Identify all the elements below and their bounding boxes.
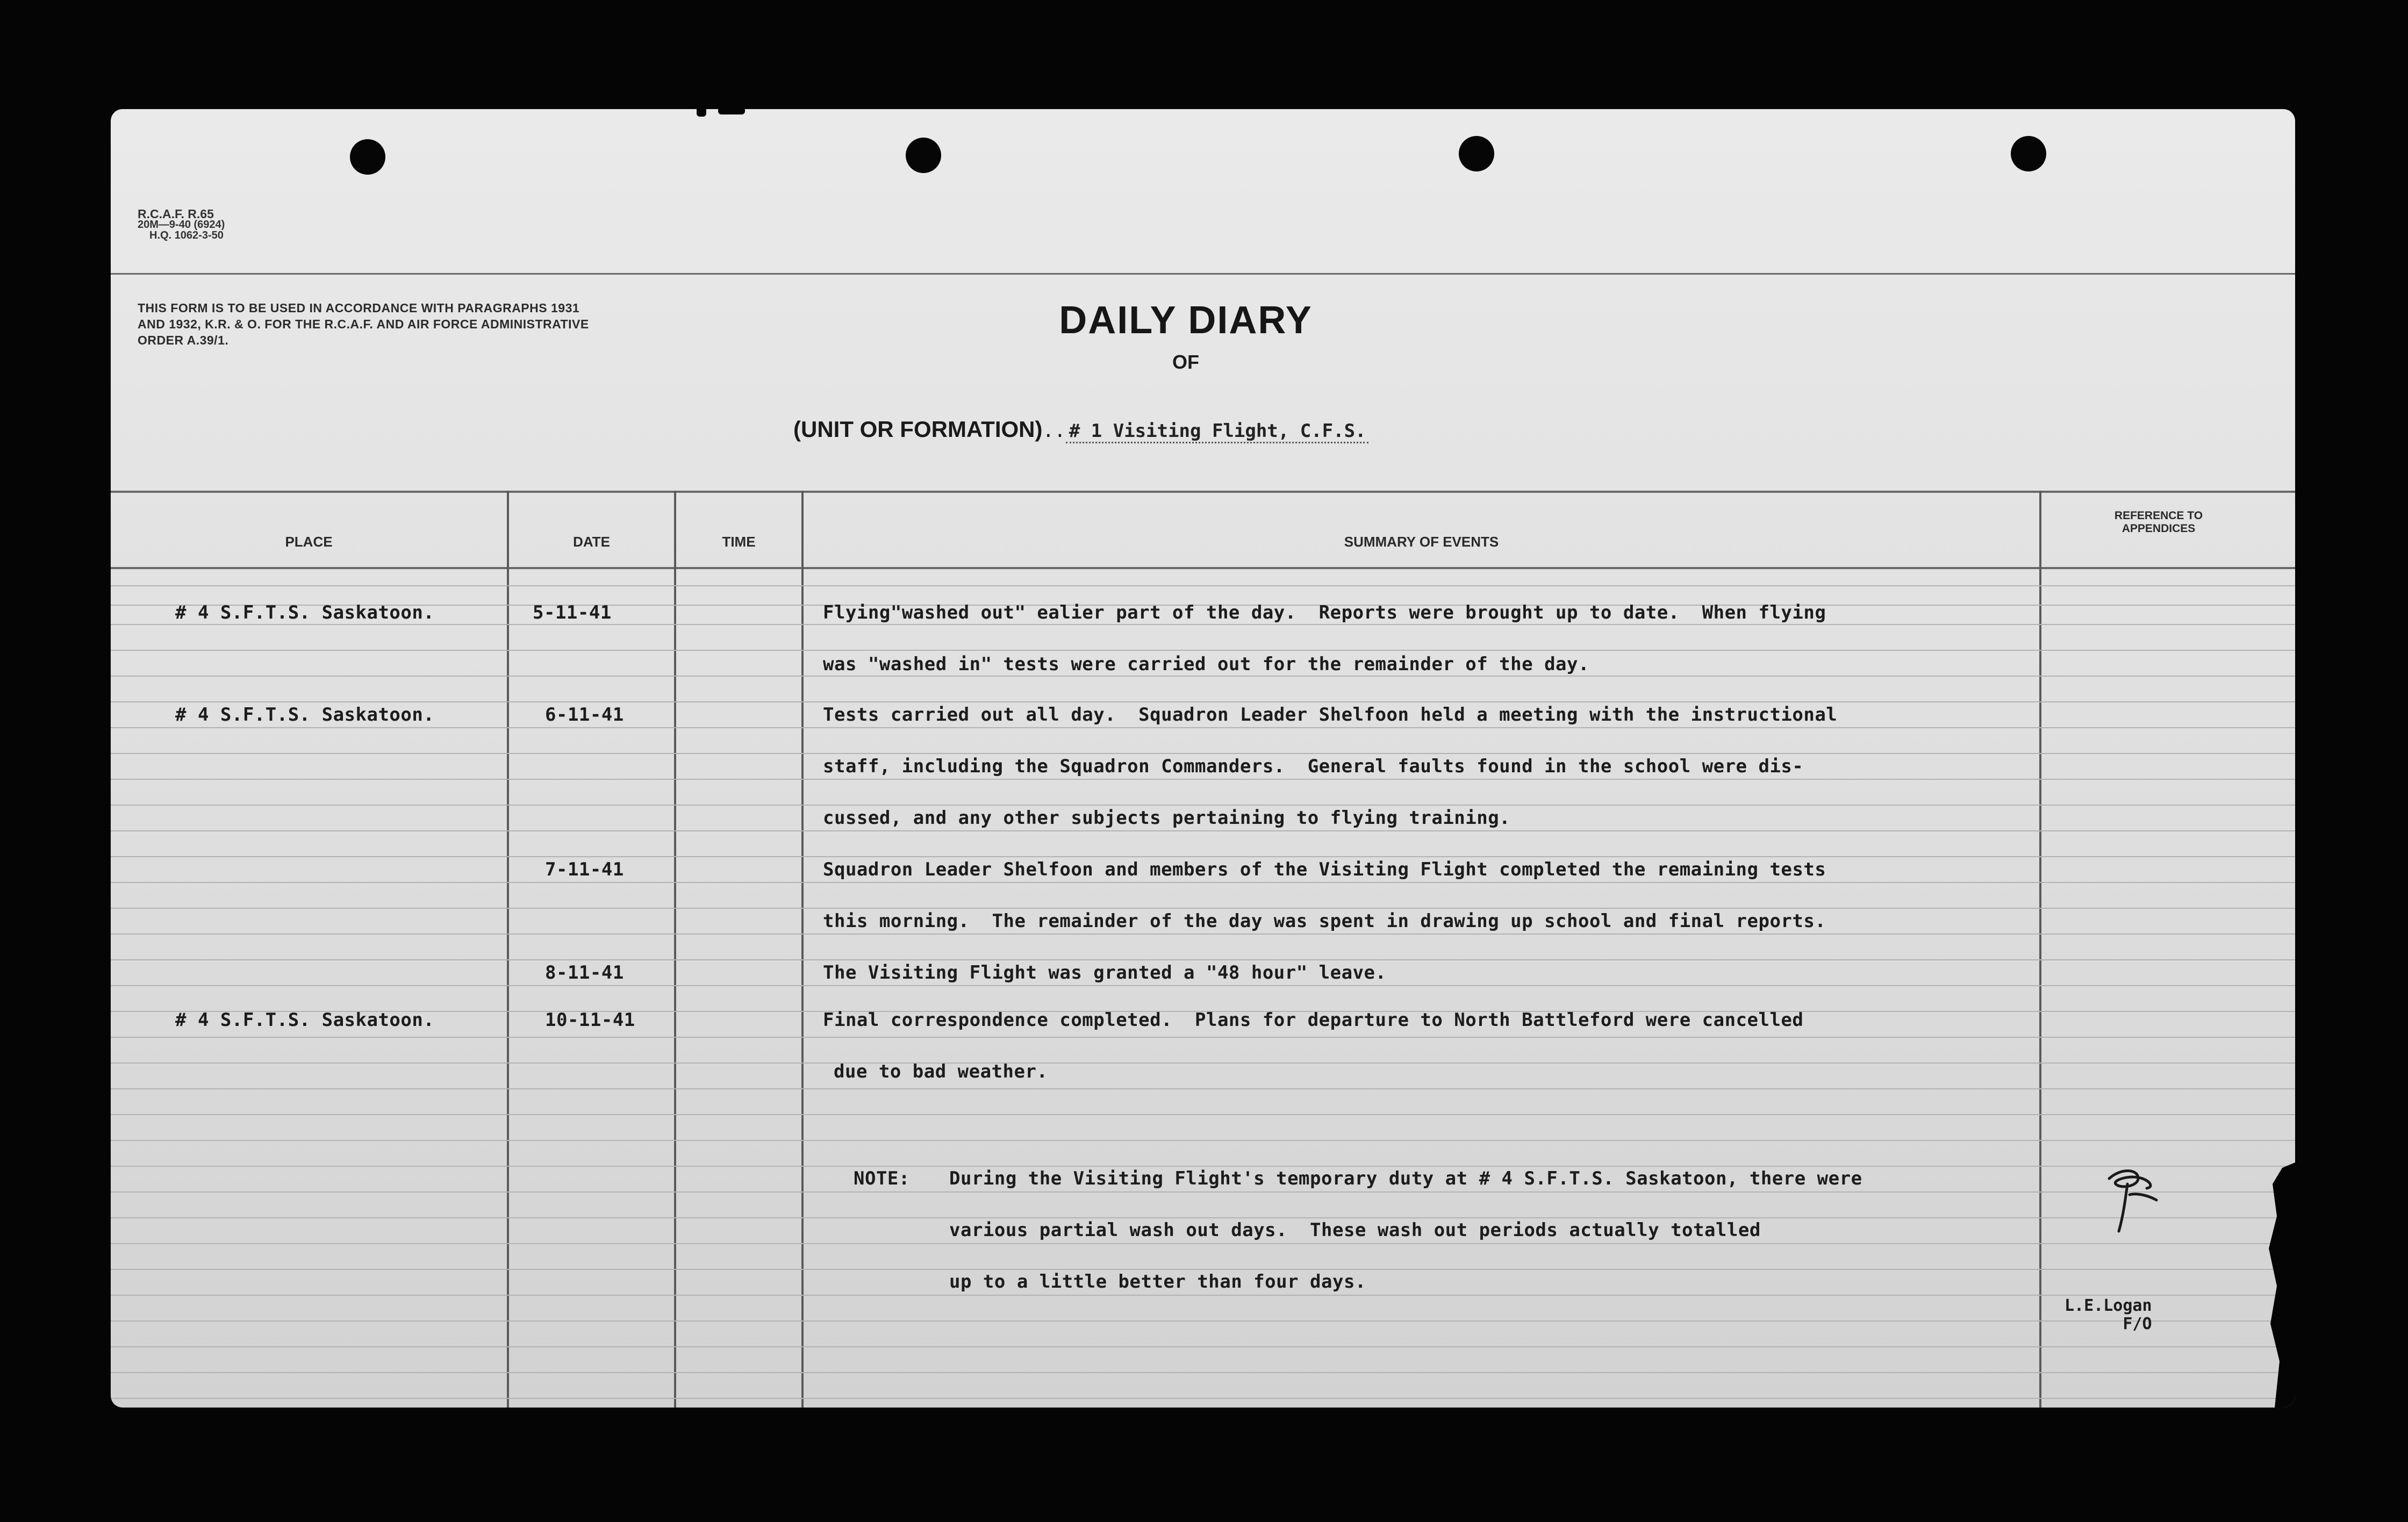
unit-value: # 1 Visiting Flight, C.F.S.	[1066, 420, 1368, 443]
column-header-summary: SUMMARY OF EVENTS	[1344, 534, 1499, 550]
entry-place: # 4 S.F.T.S. Saskatoon.	[175, 602, 435, 623]
diary-sheet	[111, 109, 2295, 1408]
entry-date: 10-11-41	[545, 1009, 635, 1031]
form-code-line: H.Q. 1062-3-50	[149, 229, 224, 241]
unit-dots: ..	[1042, 420, 1066, 442]
entry-summary-line: due to bad weather.	[834, 1061, 1048, 1082]
page-title: DAILY DIARY	[1059, 299, 1313, 342]
column-header-date: DATE	[573, 534, 610, 550]
title-of: OF	[1172, 351, 1199, 373]
entry-summary-line: cussed, and any other subjects pertaining to flying training.	[823, 807, 1511, 829]
signatory-name: L.E.Logan	[2065, 1296, 2152, 1315]
note-line: During the Visiting Flight's temporary duty at # 4 S.F.T.S. Saskatoon, there were	[949, 1168, 1862, 1189]
note-label: NOTE:	[854, 1168, 910, 1189]
entry-summary-line: Tests carried out all day. Squadron Leader Shelfoon held a meeting with the instructional	[823, 704, 1838, 726]
form-code-line: 20M—9-40 (6924)	[138, 219, 225, 231]
column-header-time: TIME	[722, 534, 756, 550]
torn-corner	[111, 109, 2295, 1408]
entry-summary-line: The Visiting Flight was granted a "48 hour" leave.	[823, 962, 1387, 983]
entry-summary-line: Final correspondence completed. Plans for departure to North Battleford were cancelled	[823, 1009, 1804, 1031]
unit-label: (UNIT OR FORMATION)	[793, 417, 1043, 442]
entry-summary-line: Flying"washed out" ealier part of the day. Reports were brought up to date. When flying	[823, 602, 1826, 623]
entry-summary-line: Squadron Leader Shelfoon and members of the Visiting Flight completed the remaining tests	[823, 859, 1826, 880]
column-header-place: PLACE	[285, 534, 333, 550]
form-code-line: R.C.A.F. R.65	[138, 207, 214, 221]
entry-date: 5-11-41	[533, 602, 612, 623]
entry-date: 6-11-41	[545, 704, 624, 726]
entry-summary-line: staff, including the Squadron Commanders. General faults found in the school were dis-	[823, 756, 1804, 777]
entry-date: 7-11-41	[545, 859, 624, 880]
entry-summary-line: was "washed in" tests were carried out for the remainder of the day.	[823, 654, 1589, 675]
entry-place: # 4 S.F.T.S. Saskatoon.	[175, 704, 435, 726]
signatory-rank: F/O	[2123, 1315, 2152, 1333]
entry-place: # 4 S.F.T.S. Saskatoon.	[175, 1009, 435, 1031]
note-line: various partial wash out days. These wash out periods actually totalled	[949, 1219, 1761, 1241]
column-header-reference: REFERENCE TO APPENDICES	[2114, 509, 2203, 535]
entry-summary-line: this morning. The remainder of the day was spent in drawing up school and final reports.	[823, 910, 1826, 932]
entry-date: 8-11-41	[545, 962, 624, 983]
form-instructions: THIS FORM IS TO BE USED IN ACCORDANCE WITH PARAGRAPHS 1931 AND 1932, K.R. & O. FOR THE R.C.A.F. AND AIR FORCE ADMINISTRATIVE ORDER A.39/1.	[138, 301, 589, 347]
note-line: up to a little better than four days.	[949, 1271, 1366, 1293]
